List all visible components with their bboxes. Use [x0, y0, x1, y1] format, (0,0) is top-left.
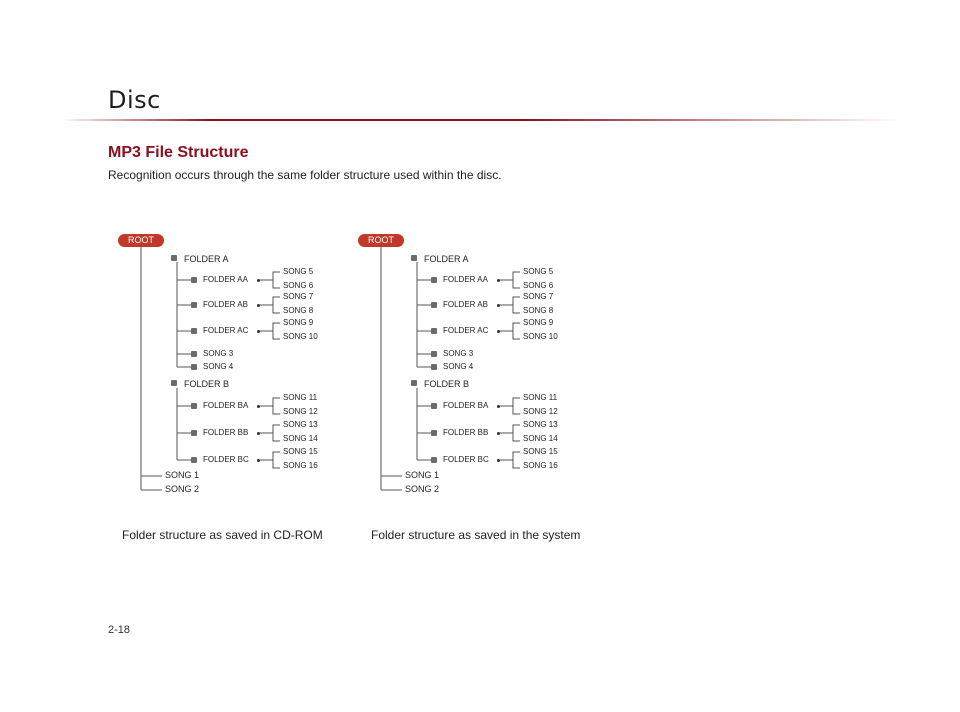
song-8-label: SONG 8 [283, 306, 314, 315]
song-5-label: SONG 5 [523, 267, 554, 276]
folder-ab-label: FOLDER AB [203, 300, 248, 309]
connector-dot [497, 279, 500, 282]
folder-icon [191, 302, 197, 308]
system-folder-diagram [350, 222, 580, 512]
song-6-label: SONG 6 [283, 281, 314, 290]
folder-ba-label: FOLDER BA [203, 401, 249, 410]
file-icon [431, 351, 437, 357]
root-pill: ROOT [358, 234, 404, 247]
folder-icon [191, 328, 197, 334]
song-2-label: SONG 2 [165, 484, 200, 494]
song-3-label: SONG 3 [203, 349, 234, 358]
song-4-label: SONG 4 [443, 362, 474, 371]
folder-bc-label: FOLDER BC [203, 455, 249, 464]
folder-icon [431, 457, 437, 463]
folder-icon [191, 430, 197, 436]
folder-aa-label: FOLDER AA [443, 275, 488, 284]
song-5-label: SONG 5 [283, 267, 314, 276]
song-13-label: SONG 13 [523, 420, 558, 429]
folder-bc-label: FOLDER BC [443, 455, 489, 464]
song-15-label: SONG 15 [523, 447, 558, 456]
title-rule [60, 119, 900, 121]
song-14-label: SONG 14 [523, 434, 558, 443]
folder-icon [431, 277, 437, 283]
song-12-label: SONG 12 [283, 407, 318, 416]
song-15-label: SONG 15 [283, 447, 318, 456]
song-1-label: SONG 1 [165, 470, 200, 480]
song-1-label: SONG 1 [405, 470, 440, 480]
page-title: Disc [108, 86, 161, 114]
connector-dot [497, 405, 500, 408]
folder-ab-label: FOLDER AB [443, 300, 488, 309]
intro-text: Recognition occurs through the same folder structure used within the disc. [108, 168, 502, 182]
cd-rom-folder-diagram [110, 222, 340, 512]
song-8-label: SONG 8 [523, 306, 554, 315]
folder-a-label: FOLDER A [424, 254, 469, 264]
cd-rom-caption: Folder structure as saved in CD-ROM [122, 528, 323, 542]
song-14-label: SONG 14 [283, 434, 318, 443]
song-16-label: SONG 16 [523, 461, 558, 470]
folder-b-label: FOLDER B [424, 379, 470, 389]
song-11-label: SONG 11 [283, 393, 318, 402]
song-13-label: SONG 13 [283, 420, 318, 429]
folder-b-label: FOLDER B [184, 379, 230, 389]
connector-dot [497, 459, 500, 462]
song-11-label: SONG 11 [523, 393, 558, 402]
connector-dot [257, 330, 260, 333]
song-7-label: SONG 7 [523, 292, 554, 301]
folder-icon [171, 380, 177, 386]
folder-icon [191, 457, 197, 463]
song-9-label: SONG 9 [523, 318, 554, 327]
connector-dot [497, 432, 500, 435]
song-16-label: SONG 16 [283, 461, 318, 470]
song-4-label: SONG 4 [203, 362, 234, 371]
song-10-label: SONG 10 [523, 332, 558, 341]
folder-icon [191, 403, 197, 409]
song-7-label: SONG 7 [283, 292, 314, 301]
folder-icon [411, 255, 417, 261]
file-icon [431, 364, 437, 370]
file-icon [191, 351, 197, 357]
folder-a-label: FOLDER A [184, 254, 229, 264]
connector-dot [257, 279, 260, 282]
connector-dot [257, 405, 260, 408]
folder-aa-label: FOLDER AA [203, 275, 248, 284]
connector-dot [257, 459, 260, 462]
system-caption: Folder structure as saved in the system [371, 528, 581, 542]
folder-bb-label: FOLDER BB [443, 428, 489, 437]
song-12-label: SONG 12 [523, 407, 558, 416]
folder-ac-label: FOLDER AC [443, 326, 489, 335]
folder-icon [411, 380, 417, 386]
folder-icon [171, 255, 177, 261]
song-2-label: SONG 2 [405, 484, 440, 494]
folder-icon [431, 328, 437, 334]
song-10-label: SONG 10 [283, 332, 318, 341]
page-number: 2-18 [108, 624, 131, 636]
root-pill: ROOT [118, 234, 164, 247]
folder-icon [431, 403, 437, 409]
song-3-label: SONG 3 [443, 349, 474, 358]
section-heading: MP3 File Structure [108, 144, 249, 161]
folder-ba-label: FOLDER BA [443, 401, 489, 410]
connector-dot [497, 330, 500, 333]
song-9-label: SONG 9 [283, 318, 314, 327]
song-6-label: SONG 6 [523, 281, 554, 290]
folder-icon [431, 302, 437, 308]
folder-icon [191, 277, 197, 283]
folder-ac-label: FOLDER AC [203, 326, 249, 335]
folder-bb-label: FOLDER BB [203, 428, 249, 437]
connector-dot [257, 432, 260, 435]
folder-icon [431, 430, 437, 436]
connector-dot [497, 304, 500, 307]
file-icon [191, 364, 197, 370]
connector-dot [257, 304, 260, 307]
